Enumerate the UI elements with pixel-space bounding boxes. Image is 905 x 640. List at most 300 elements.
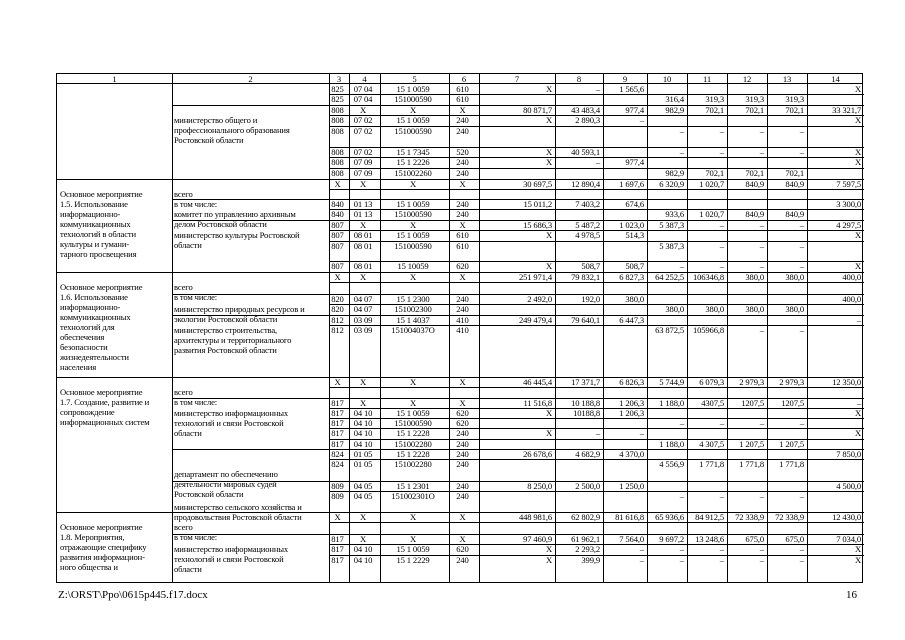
table-cell: 240 (456, 428, 469, 438)
table-cell: X (409, 377, 417, 387)
activity-description-line: тарного просвещения (60, 249, 137, 259)
table-cell: – (639, 544, 644, 554)
table-cell: 07 02 (353, 115, 373, 125)
activity-description-line: коммуникационных (60, 312, 131, 322)
table-cell: 61 962,1 (571, 534, 600, 544)
table-cell: 4307,5 (701, 398, 724, 408)
table-cell: 15 1 2228 (396, 428, 430, 438)
table-cell: 33 321,7 (832, 105, 861, 115)
table-cell: – (759, 544, 764, 554)
table-cell: X (359, 105, 367, 115)
table-cell: 79 832,1 (571, 272, 600, 282)
column-header: 2 (248, 74, 253, 84)
table-cell: 674,6 (625, 199, 644, 209)
recipient-line: Ростовской области (174, 135, 244, 145)
table-cell: 933,6 (665, 209, 684, 219)
table-cell: 15 1 0059 (396, 199, 430, 209)
table-cell: – (679, 418, 684, 428)
recipient-line: технологий и связи Ростовской (174, 418, 284, 428)
recipient-line: министерство культуры Ростовской (174, 230, 300, 240)
table-cell: 399,9 (581, 555, 600, 565)
table-cell: 151000590 (394, 94, 432, 104)
table-cell: X (409, 105, 417, 115)
recipient-line: делом Ростовской области (174, 219, 267, 229)
table-cell: 249 479,4 (518, 315, 552, 325)
table-cell: 2 979,3 (779, 377, 804, 387)
table-cell: 807 (331, 230, 344, 240)
table-cell: X (854, 115, 861, 125)
table-cell: 824 (331, 449, 344, 459)
table-cell: – (595, 428, 600, 438)
recipient-line: всего (174, 522, 193, 532)
activity-description-line: информационно- (60, 302, 121, 312)
table-cell: – (719, 544, 724, 554)
table-cell: 79 640,1 (571, 315, 600, 325)
table-cell: 380,0 (705, 304, 724, 314)
table-cell: X (854, 544, 861, 554)
table-cell: X (545, 408, 552, 418)
table-cell: X (459, 534, 466, 544)
table-cell: – (639, 115, 644, 125)
table-cell: – (799, 555, 804, 565)
table-cell: 84 912,5 (695, 512, 724, 522)
table-cell: 840 (331, 199, 344, 209)
table-cell: – (799, 325, 804, 335)
table-cell: – (799, 126, 804, 136)
table-cell: 240 (456, 555, 469, 565)
table-cell: 610 (456, 230, 469, 240)
table-cell: X (545, 544, 552, 554)
table-cell: – (759, 220, 764, 230)
table-cell: – (856, 398, 861, 408)
table-cell: 702,1 (745, 168, 764, 178)
activity-description-line: ного общества и (60, 562, 118, 572)
table-cell: 11 516,8 (523, 398, 552, 408)
recipient-line: всего (174, 282, 193, 292)
activity-description-line: сопровождение (60, 407, 115, 417)
table-cell: 240 (456, 491, 469, 501)
table-cell: 316,4 (665, 94, 684, 104)
table-cell: X (854, 408, 861, 418)
recipient-line: министерство природных ресурсов и (174, 304, 305, 314)
activity-description-line: развития информацион- (60, 552, 145, 562)
column-header: 4 (362, 74, 367, 84)
column-header: 7 (514, 74, 520, 84)
table-cell: X (409, 512, 417, 522)
table-cell: 620 (456, 408, 469, 418)
activity-description-line: 1.8. Мероприятия, (60, 532, 125, 542)
table-cell: 151000590 (394, 126, 432, 136)
row-divider (329, 189, 864, 190)
table-cell: X (854, 84, 861, 94)
table-cell: 240 (456, 439, 469, 449)
table-cell: – (759, 147, 764, 157)
table-cell: 12 890,4 (571, 179, 600, 189)
recipient-line: министерство строительства, (174, 325, 278, 335)
table-cell: 817 (331, 439, 344, 449)
table-cell: 319,3 (785, 94, 804, 104)
table-cell: 508,7 (625, 261, 644, 271)
table-cell: 1 250,0 (619, 481, 644, 491)
column-header: 1 (112, 74, 117, 84)
table-cell: 2 492,0 (527, 294, 552, 304)
table-cell: 6 447,3 (619, 315, 644, 325)
table-cell: 04 10 (353, 439, 373, 449)
table-cell: 319,3 (705, 94, 724, 104)
budget-table (56, 73, 863, 583)
table-cell: – (719, 261, 724, 271)
table-cell: 04 10 (353, 544, 373, 554)
table-cell: 380,0 (785, 304, 804, 314)
table-cell: 808 (331, 126, 344, 136)
table-cell: 6 320,9 (659, 179, 684, 189)
table-cell: 62 802,9 (571, 512, 600, 522)
table-cell: 840,9 (785, 209, 804, 219)
table-cell: – (719, 220, 724, 230)
activity-description-line: Основное мероприятие (60, 189, 143, 199)
recipient-line: области (174, 564, 202, 574)
table-cell: 15 1 0059 (396, 84, 430, 94)
table-cell: 4 682,9 (575, 449, 600, 459)
table-cell: X (545, 428, 552, 438)
table-cell: 151002260 (394, 168, 432, 178)
table-cell: 825 (331, 94, 344, 104)
table-cell: X (459, 398, 466, 408)
table-cell: 15 1 2226 (396, 157, 430, 167)
activity-description-line: Основное мероприятие (60, 282, 143, 292)
table-cell: 1 771,8 (699, 459, 724, 469)
table-cell: 820 (331, 304, 344, 314)
activity-description-line: 1.7. Создание, развитие и (60, 397, 150, 407)
table-cell: – (679, 491, 684, 501)
table-cell: X (854, 261, 861, 271)
table-cell: 240 (456, 304, 469, 314)
table-cell: 03 09 (353, 325, 373, 335)
table-cell: 240 (456, 126, 469, 136)
table-cell: 6 826,3 (619, 377, 644, 387)
table-cell: 26 678,6 (523, 449, 552, 459)
table-cell: 808 (331, 105, 344, 115)
table-cell: – (799, 241, 804, 251)
table-cell: 1 206,3 (619, 398, 644, 408)
table-cell: X (459, 179, 466, 189)
table-cell: 400,0 (842, 294, 861, 304)
footer-file-path: Z:\ORST\Ppo\0615p445.f17.docx (58, 589, 208, 601)
table-cell: 702,1 (705, 105, 724, 115)
table-cell: – (719, 147, 724, 157)
table-cell: X (545, 147, 552, 157)
table-cell: 807 (331, 261, 344, 271)
table-cell: X (459, 220, 466, 230)
table-cell: 817 (331, 534, 344, 544)
recipient-line: в том числе: (174, 397, 217, 407)
activity-description-line: безопасности (60, 342, 108, 352)
table-cell: 15 1 0059 (396, 115, 430, 125)
table-cell: 151002280 (394, 459, 432, 469)
table-cell: 15 1 2300 (396, 294, 430, 304)
table-cell: 04 10 (353, 418, 373, 428)
recipient-line: министерство общего и (174, 115, 258, 125)
table-cell: 380,0 (625, 294, 644, 304)
table-cell: 07 02 (353, 126, 373, 136)
table-cell: 1 207,5 (779, 439, 804, 449)
table-cell: 07 09 (353, 157, 373, 167)
table-cell: 514,3 (625, 230, 644, 240)
table-cell: – (759, 261, 764, 271)
table-cell: 1 188,0 (659, 439, 684, 449)
table-cell: 1 023,0 (619, 220, 644, 230)
table-cell: – (719, 491, 724, 501)
table-cell: 1207,5 (741, 398, 764, 408)
table-cell: X (854, 147, 861, 157)
table-cell: – (799, 544, 804, 554)
table-cell: 620 (456, 261, 469, 271)
table-cell: 812 (331, 325, 344, 335)
column-header: 10 (662, 74, 672, 84)
table-cell: X (545, 230, 552, 240)
table-cell: 151000590 (394, 418, 432, 428)
table-cell: 982,9 (665, 168, 684, 178)
table-cell: 04 05 (353, 491, 373, 501)
table-cell: 01 05 (353, 459, 373, 469)
table-cell: 6 079,3 (699, 377, 724, 387)
activity-description-line: жизнедеятельности (60, 352, 129, 362)
recipient-line: профессионального образования (174, 125, 290, 135)
table-cell: – (595, 84, 600, 94)
table-cell: 13 248,6 (695, 534, 724, 544)
table-cell: X (359, 398, 367, 408)
table-cell: X (459, 105, 466, 115)
recipient-line: в том числе: (174, 532, 217, 542)
recipient-line: всего (174, 387, 193, 397)
table-cell: 4 370,0 (619, 449, 644, 459)
activity-description-line: технологий в области (60, 229, 136, 239)
table-cell: 840 (331, 209, 344, 219)
table-cell: 04 10 (353, 555, 373, 565)
page-number: 16 (846, 589, 857, 601)
table-cell: 07 04 (353, 94, 373, 104)
table-cell: 7 850,0 (836, 449, 861, 459)
table-cell: 151000590 (394, 241, 432, 251)
table-cell: 65 936,6 (655, 512, 684, 522)
table-cell: 04 10 (353, 408, 373, 418)
table-cell: – (799, 261, 804, 271)
table-cell: X (409, 220, 417, 230)
table-cell: X (854, 157, 861, 167)
table-cell: 1 020,7 (699, 209, 724, 219)
column-header: 5 (412, 74, 417, 84)
table-cell: 240 (456, 209, 469, 219)
column-header: 3 (336, 74, 342, 84)
table-cell: X (409, 534, 417, 544)
table-cell: 2 890,3 (575, 115, 600, 125)
activity-description-line: информационно- (60, 209, 121, 219)
table-cell: 1 771,8 (779, 459, 804, 469)
table-cell: 15 1 4037 (396, 315, 430, 325)
table-cell: 105966,8 (692, 325, 724, 335)
table-cell: 808 (331, 168, 344, 178)
table-cell: X (854, 230, 861, 240)
table-cell: 04 07 (353, 304, 373, 314)
table-cell: 72 338,9 (735, 512, 764, 522)
table-cell: 151004037O (391, 325, 435, 335)
table-cell: 10 188,8 (571, 398, 600, 408)
table-cell: 410 (456, 315, 469, 325)
column-header: 11 (703, 74, 711, 84)
table-cell: 2 500,0 (575, 481, 600, 491)
table-cell: – (759, 491, 764, 501)
activity-description-line: обеспечения (60, 332, 105, 342)
table-cell: 825 (331, 84, 344, 94)
recipient-line: министерство сельского хозяйства и (174, 502, 302, 512)
table-cell: 240 (456, 481, 469, 491)
table-cell: 03 09 (353, 315, 373, 325)
table-cell: 1 188,0 (659, 398, 684, 408)
table-cell: X (334, 512, 341, 522)
table-cell: 5 387,3 (659, 241, 684, 251)
recipient-line: области (174, 240, 202, 250)
column-divider (603, 74, 604, 582)
table-cell: 807 (331, 241, 344, 251)
table-cell: 15 1 0059 (396, 230, 430, 240)
table-cell: 5 387,3 (659, 220, 684, 230)
table-cell: 2 979,3 (739, 377, 764, 387)
table-cell: 702,1 (745, 105, 764, 115)
table-cell: 319,3 (745, 94, 764, 104)
table-cell: 30 697,5 (523, 179, 552, 189)
table-cell: 151002280 (394, 439, 432, 449)
table-cell: 7 597,5 (836, 179, 861, 189)
table-cell: 07 09 (353, 168, 373, 178)
table-cell: 01 13 (353, 199, 373, 209)
table-cell: 808 (331, 147, 344, 157)
table-cell: 15 1 2228 (396, 449, 430, 459)
table-cell: 04 10 (353, 428, 373, 438)
table-cell: 808 (331, 157, 344, 167)
table-cell: 97 460,9 (523, 534, 552, 544)
recipient-line: департамент по обеспечению (174, 469, 278, 479)
table-cell: 380,0 (785, 272, 804, 282)
table-header-row (57, 74, 862, 84)
table-cell: 04 05 (353, 481, 373, 491)
table-cell: 7 034,0 (836, 534, 861, 544)
table-cell: 4 978,5 (575, 230, 600, 240)
table-cell: 8 250,0 (527, 481, 552, 491)
column-divider (172, 74, 173, 582)
table-cell: X (359, 512, 367, 522)
table-cell: 410 (456, 325, 469, 335)
table-cell: 81 616,8 (615, 512, 644, 522)
table-cell: 610 (456, 241, 469, 251)
table-cell: – (639, 428, 644, 438)
table-cell: – (679, 147, 684, 157)
table-cell: 3 300,0 (836, 199, 861, 209)
table-cell: 380,0 (745, 304, 764, 314)
table-cell: 675,0 (785, 534, 804, 544)
table-cell: 702,1 (785, 168, 804, 178)
activity-description-line: населения (60, 362, 97, 372)
table-cell: 977,4 (625, 105, 644, 115)
table-cell: X (854, 428, 861, 438)
table-cell: 1207,5 (781, 398, 804, 408)
table-cell: 4 500,0 (836, 481, 861, 491)
table-cell: 01 05 (353, 449, 373, 459)
activity-description-line: информационных систем (60, 417, 150, 427)
table-cell: X (409, 398, 417, 408)
recipient-line: Ростовской области (174, 489, 244, 499)
table-cell: 817 (331, 398, 344, 408)
table-cell: 380,0 (745, 272, 764, 282)
table-cell: – (799, 147, 804, 157)
table-cell: 820 (331, 294, 344, 304)
column-header: 8 (576, 74, 582, 84)
table-cell: 240 (456, 115, 469, 125)
table-cell: 15 1 2229 (396, 555, 430, 565)
table-cell: 620 (456, 418, 469, 428)
table-cell: – (719, 555, 724, 565)
table-cell: – (856, 315, 861, 325)
table-cell: 46 445,4 (523, 377, 552, 387)
table-cell: X (459, 377, 466, 387)
table-cell: 08 01 (353, 230, 373, 240)
table-cell: 15 1 0059 (396, 408, 430, 418)
recipient-line: области (174, 428, 202, 438)
table-cell: 508,7 (581, 261, 600, 271)
table-cell: 4 556,9 (659, 459, 684, 469)
table-cell: 1 020,7 (699, 179, 724, 189)
table-cell: X (359, 179, 367, 189)
table-cell: X (359, 220, 367, 230)
table-cell: – (759, 241, 764, 251)
table-cell: X (545, 555, 552, 565)
table-cell: X (359, 534, 367, 544)
table-cell: 240 (456, 157, 469, 167)
table-cell: – (679, 261, 684, 271)
table-cell: 151000590 (394, 209, 432, 219)
recipient-line: развития Ростовской области (174, 345, 277, 355)
table-cell: 72 338,9 (775, 512, 804, 522)
table-cell: 702,1 (785, 105, 804, 115)
table-cell: 240 (456, 199, 469, 209)
table-cell: X (459, 512, 466, 522)
table-cell: – (719, 126, 724, 136)
table-cell: 824 (331, 459, 344, 469)
table-cell: 240 (456, 168, 469, 178)
table-cell: 808 (331, 115, 344, 125)
table-cell: 08 01 (353, 241, 373, 251)
row-divider (329, 387, 864, 388)
table-cell: 151002301O (391, 491, 435, 501)
table-cell: 07 04 (353, 84, 373, 94)
table-cell: – (719, 241, 724, 251)
table-cell: 817 (331, 555, 344, 565)
table-cell: 817 (331, 408, 344, 418)
activity-description-line: культуры и гумани- (60, 239, 130, 249)
table-cell: 43 483,4 (571, 105, 600, 115)
table-cell: 6 827,3 (619, 272, 644, 282)
table-cell: X (359, 272, 367, 282)
row-divider (329, 282, 864, 283)
table-cell: 809 (331, 481, 344, 491)
table-cell: X (459, 272, 466, 282)
table-cell: 1 771,8 (739, 459, 764, 469)
row-divider (329, 522, 864, 523)
activity-description-line: Основное мероприятие (60, 522, 143, 532)
table-cell: 1 565,6 (619, 84, 644, 94)
activity-description-line: технологий для (60, 322, 115, 332)
table-cell: 10188,8 (573, 408, 600, 418)
table-cell: X (334, 272, 341, 282)
